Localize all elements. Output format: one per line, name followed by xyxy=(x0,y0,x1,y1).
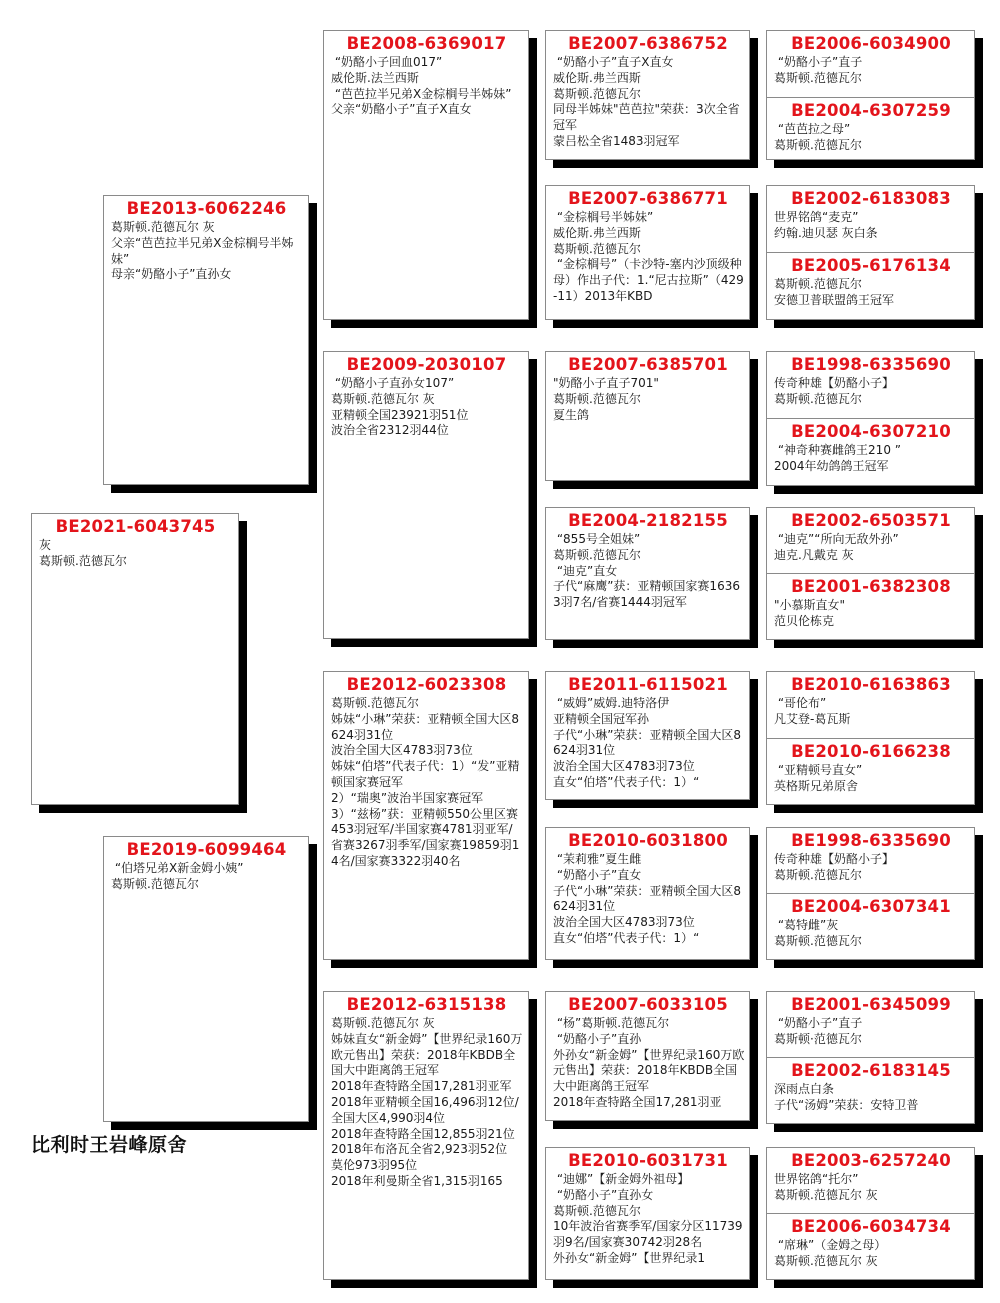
ring-number: BE2003-6257240 xyxy=(791,1151,951,1170)
pigeon-info: “席琳”（金姆之母） 葛斯顿.范德瓦尔 灰 xyxy=(774,1238,887,1268)
pedigree-card-subject xyxy=(31,513,239,805)
pigeon-info: “神奇种赛雌鸽王210 ” 2004年幼鸽鸽王冠军 xyxy=(774,443,901,473)
pedigree-card-gen3 xyxy=(323,30,529,320)
pedigree-card-gen5-pair xyxy=(766,351,975,486)
pigeon-info: 传奇种雄【奶酪小子】 葛斯顿.范德瓦尔 xyxy=(774,376,895,406)
ring-number: BE2002-6183083 xyxy=(791,189,951,208)
pedigree-card-gen5-pair xyxy=(766,827,975,960)
pedigree-card-gen5-pair xyxy=(766,1147,975,1280)
pedigree-card-gen3 xyxy=(323,351,529,639)
ring-number: BE2004-2182155 xyxy=(568,511,728,530)
pigeon-info: “芭芭拉之母” 葛斯顿.范德瓦尔 xyxy=(774,122,862,152)
pigeon-info: 传奇种雄【奶酪小子】 葛斯顿.范德瓦尔 xyxy=(774,852,895,882)
ring-number: BE2007-6386752 xyxy=(568,34,728,53)
pigeon-info: “迪娜”【新金姆外祖母】 “奶酪小子”直孙女 葛斯顿.范德瓦尔 10年波治省赛季军/国家分区11739羽9名/国家赛30742羽28名 外孙女“新金姆”【世界纪录1 xyxy=(553,1172,743,1265)
pedigree-card-gen5-pair xyxy=(766,507,975,640)
ring-number: BE2004-6307210 xyxy=(791,422,951,441)
ring-number: BE2006-6034734 xyxy=(791,1217,951,1236)
pigeon-info: “伯塔兄弟X新金姆小姨” 葛斯顿.范德瓦尔 xyxy=(111,861,244,891)
pigeon-info: 世界铭鸽“麦克” 约翰.迪贝瑟 灰白条 xyxy=(774,210,878,240)
pigeon-info: “奶酪小子”直子X直女 威伦斯.弗兰西斯 葛斯顿.范德瓦尔 同母半姊妹"芭芭拉"荣获：3次全省冠军 蒙吕松全省1483羽冠军 xyxy=(553,55,740,148)
ring-number: BE2010-6163863 xyxy=(791,675,951,694)
pigeon-info: “奶酪小子回血017” 威伦斯.法兰西斯 “芭芭拉半兄弟X金棕榈号半姊妹” 父亲“奶酪小子”直子X直女 xyxy=(331,55,512,117)
ring-number: BE2019-6099464 xyxy=(126,840,287,859)
pigeon-info: “金棕榈号半姊妹” 威伦斯.弗兰西斯 葛斯顿.范德瓦尔 “金棕榈号”（卡沙特-塞内沙顶级种母）作出子代：1.“尼古拉斯”（429-11）2013年KBD xyxy=(553,210,744,303)
ring-number: BE2001-6382308 xyxy=(791,577,951,596)
pigeon-info: 灰 葛斯顿.范德瓦尔 xyxy=(39,538,127,568)
ring-number: BE2007-6386771 xyxy=(568,189,728,208)
pedigree-card-gen5-pair xyxy=(766,185,975,320)
ring-number: BE2011-6115021 xyxy=(568,675,728,694)
pigeon-info: “茉莉雅”夏生雌 “奶酪小子”直女 子代“小琳”荣获：亚精顿全国大区8624羽31位 波治全国大区4783羽73位 直女“伯塔”代表子代：1）“ xyxy=(553,852,742,945)
pigeon-info: "奶酪小子直子701" 葛斯顿.范德瓦尔 夏生鸽 xyxy=(553,376,659,422)
pigeon-info: 葛斯顿.范德瓦尔 姊妹“小琳”荣获：亚精顿全国大区8624羽31位 波治全国大区4783羽73位 姊妹“伯塔”代表子代：1）“发”亚精顿国家赛冠军 2）“瑞奥”波治半国家赛冠军 3）“兹杨”获：亚精顿550公里区赛453羽冠军/半国家赛4781羽亚军/省赛3267羽季军/国家赛19859羽14名/国家赛3322羽40名 xyxy=(331,696,520,868)
ring-number: BE2021-6043745 xyxy=(55,517,216,536)
pigeon-info: 深雨点白条 子代“汤姆”荣获：安特卫普 xyxy=(774,1082,919,1112)
ring-number: BE2010-6166238 xyxy=(791,742,951,761)
ring-number: BE2002-6183145 xyxy=(791,1061,951,1080)
loft-title: 比利时王岩峰原舍 xyxy=(31,1134,188,1156)
ring-number: BE2005-6176134 xyxy=(791,256,951,275)
pedigree-card-gen4 xyxy=(545,351,750,481)
pigeon-info: “哥伦布” 凡艾登-葛瓦斯 xyxy=(774,696,851,726)
pedigree-card-gen4 xyxy=(545,185,750,320)
ring-number: BE2009-2030107 xyxy=(346,355,507,374)
ring-number: BE2007-6385701 xyxy=(568,355,728,374)
ring-number: BE1998-6335690 xyxy=(791,831,951,850)
pigeon-info: “855号全姐妹” 葛斯顿.范德瓦尔 “迪克”直女 子代“麻鹰”获：亚精顿国家赛16363羽7名/省赛1444羽冠军 xyxy=(553,532,740,610)
pedigree-card-gen3 xyxy=(323,991,529,1280)
ring-number: BE2010-6031731 xyxy=(568,1151,728,1170)
pigeon-info: “迪克”“所向无敌外孙” 迪克.凡戴克 灰 xyxy=(774,532,899,562)
pigeon-info: “奶酪小子直孙女107” 葛斯顿.范德瓦尔 灰 亚精顿全国23921羽51位 波治全省2312羽44位 xyxy=(331,376,469,438)
ring-number: BE2004-6307341 xyxy=(791,897,951,916)
pigeon-info: “奶酪小子”直子 葛斯顿·范德瓦尔 xyxy=(774,1016,863,1046)
pigeon-info: "小慕斯直女" 范贝伦栋克 xyxy=(774,598,846,628)
pedigree-card-gen5-pair xyxy=(766,671,975,805)
pigeon-info: 葛斯顿.范德瓦尔 灰 姊妹直女“新金姆”【世界纪录160万欧元售出】荣获：2018年KBDB全国大中距离鸽王冠军 2018年查特路全国17,281羽亚军 2018年亚精顿全国16,496羽12位/全国大区4,990羽4位 2018年查特路全国12,855羽21位 2018年布洛瓦全省2,923羽52位 莫伦973羽95位 2018年利曼斯全省1,315羽165 xyxy=(331,1016,523,1188)
pigeon-info: 葛斯顿.范德瓦尔 安德卫普联盟鸽王冠军 xyxy=(774,277,895,307)
ring-number: BE2012-6315138 xyxy=(346,995,507,1014)
ring-number: BE1998-6335690 xyxy=(791,355,951,374)
pigeon-info: 世界铭鸽“托尔” 葛斯顿.范德瓦尔 灰 xyxy=(774,1172,878,1202)
pigeon-info: 葛斯顿.范德瓦尔 灰 父亲“芭芭拉半兄弟X金棕榈号半姊妹” 母亲“奶酪小子”直孙女 xyxy=(111,220,294,282)
ring-number: BE2012-6023308 xyxy=(346,675,507,694)
pedigree-card-gen5-pair xyxy=(766,991,975,1124)
pigeon-info: “亚精顿号直女” 英格斯兄弟原舍 xyxy=(774,763,863,793)
ring-number: BE2004-6307259 xyxy=(791,101,951,120)
pedigree-card-gen4 xyxy=(545,30,750,160)
pigeon-info: “葛特雌”灰 葛斯顿.范德瓦尔 xyxy=(774,918,862,948)
pedigree-card-gen4 xyxy=(545,1147,750,1280)
ring-number: BE2013-6062246 xyxy=(126,199,287,218)
ring-number: BE2002-6503571 xyxy=(791,511,951,530)
pedigree-card-gen4 xyxy=(545,827,750,960)
pigeon-info: “奶酪小子”直子 葛斯顿.范德瓦尔 xyxy=(774,55,863,85)
pedigree-card-gen4 xyxy=(545,991,750,1121)
ring-number: BE2010-6031800 xyxy=(568,831,728,850)
pigeon-info: “威姆”威姆.迪特洛伊 亚精顿全国冠军孙 子代“小琳”荣获：亚精顿全国大区8624羽31位 波治全国大区4783羽73位 直女“伯塔”代表子代：1）“ xyxy=(553,696,742,789)
pedigree-card-sire xyxy=(103,195,309,485)
ring-number: BE2008-6369017 xyxy=(346,34,507,53)
pedigree-card-gen3 xyxy=(323,671,529,960)
ring-number: BE2007-6033105 xyxy=(568,995,728,1014)
pedigree-card-dam xyxy=(103,836,309,1122)
ring-number: BE2006-6034900 xyxy=(791,34,951,53)
pedigree-card-gen4 xyxy=(545,671,750,800)
pedigree-card-gen4 xyxy=(545,507,750,640)
pigeon-info: “杨”葛斯顿.范德瓦尔 “奶酪小子”直孙 外孙女“新金姆”【世界纪录160万欧元售出】荣获：2018年KBDB全国大中距离鸽王冠军 2018年查特路全国17,281羽亚 xyxy=(553,1016,745,1109)
ring-number: BE2001-6345099 xyxy=(791,995,951,1014)
pedigree-card-gen5-pair xyxy=(766,30,975,160)
